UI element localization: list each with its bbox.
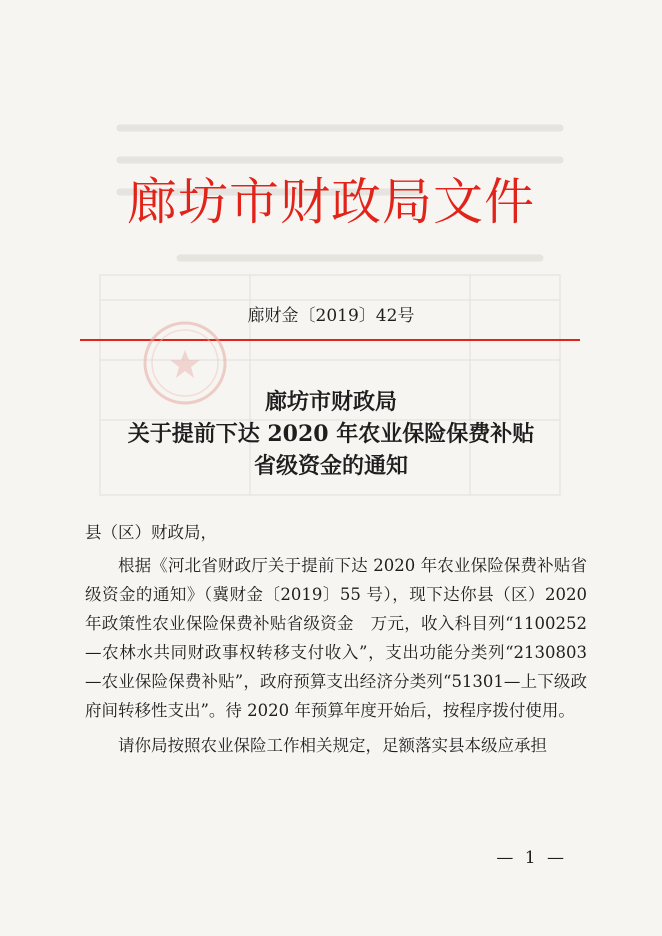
body-paragraph: 根据《河北省财政厅关于提前下达 2020 年农业保险保费补贴省级资金的通知》（冀财金〔2019〕55 号），现下达你县（区）2020 年政策性农业保险保费补贴省级资金 万元，收入科目列“1100252—农林水共同财政事权转移支付收入”，支出功能分类列“2130803—农业保险保费补贴”，政府预算支出经济分类列“51301—上下级政府间转移性支出”。待 2020 年预算年度开始后，按程序拨付使用。 (85, 556, 587, 720)
title-line: 廊坊市财政局 (264, 389, 397, 415)
issuer-header: 廊坊市财政局文件 (127, 173, 535, 231)
page-number: — 1 — (496, 848, 567, 868)
body-paragraph: 请你局按照农业保险工作相关规定，足额落实县本级应承担 (118, 736, 547, 755)
title-line: 关于提前下达 2020 年农业保险保费补贴 (127, 421, 535, 447)
salutation: 县（区）财政局， (85, 523, 217, 542)
document-number: 廊财金〔2019〕42号 (247, 306, 415, 326)
document-title (0, 386, 662, 482)
title-line: 省级资金的通知 (253, 453, 408, 479)
document-body (85, 518, 587, 760)
